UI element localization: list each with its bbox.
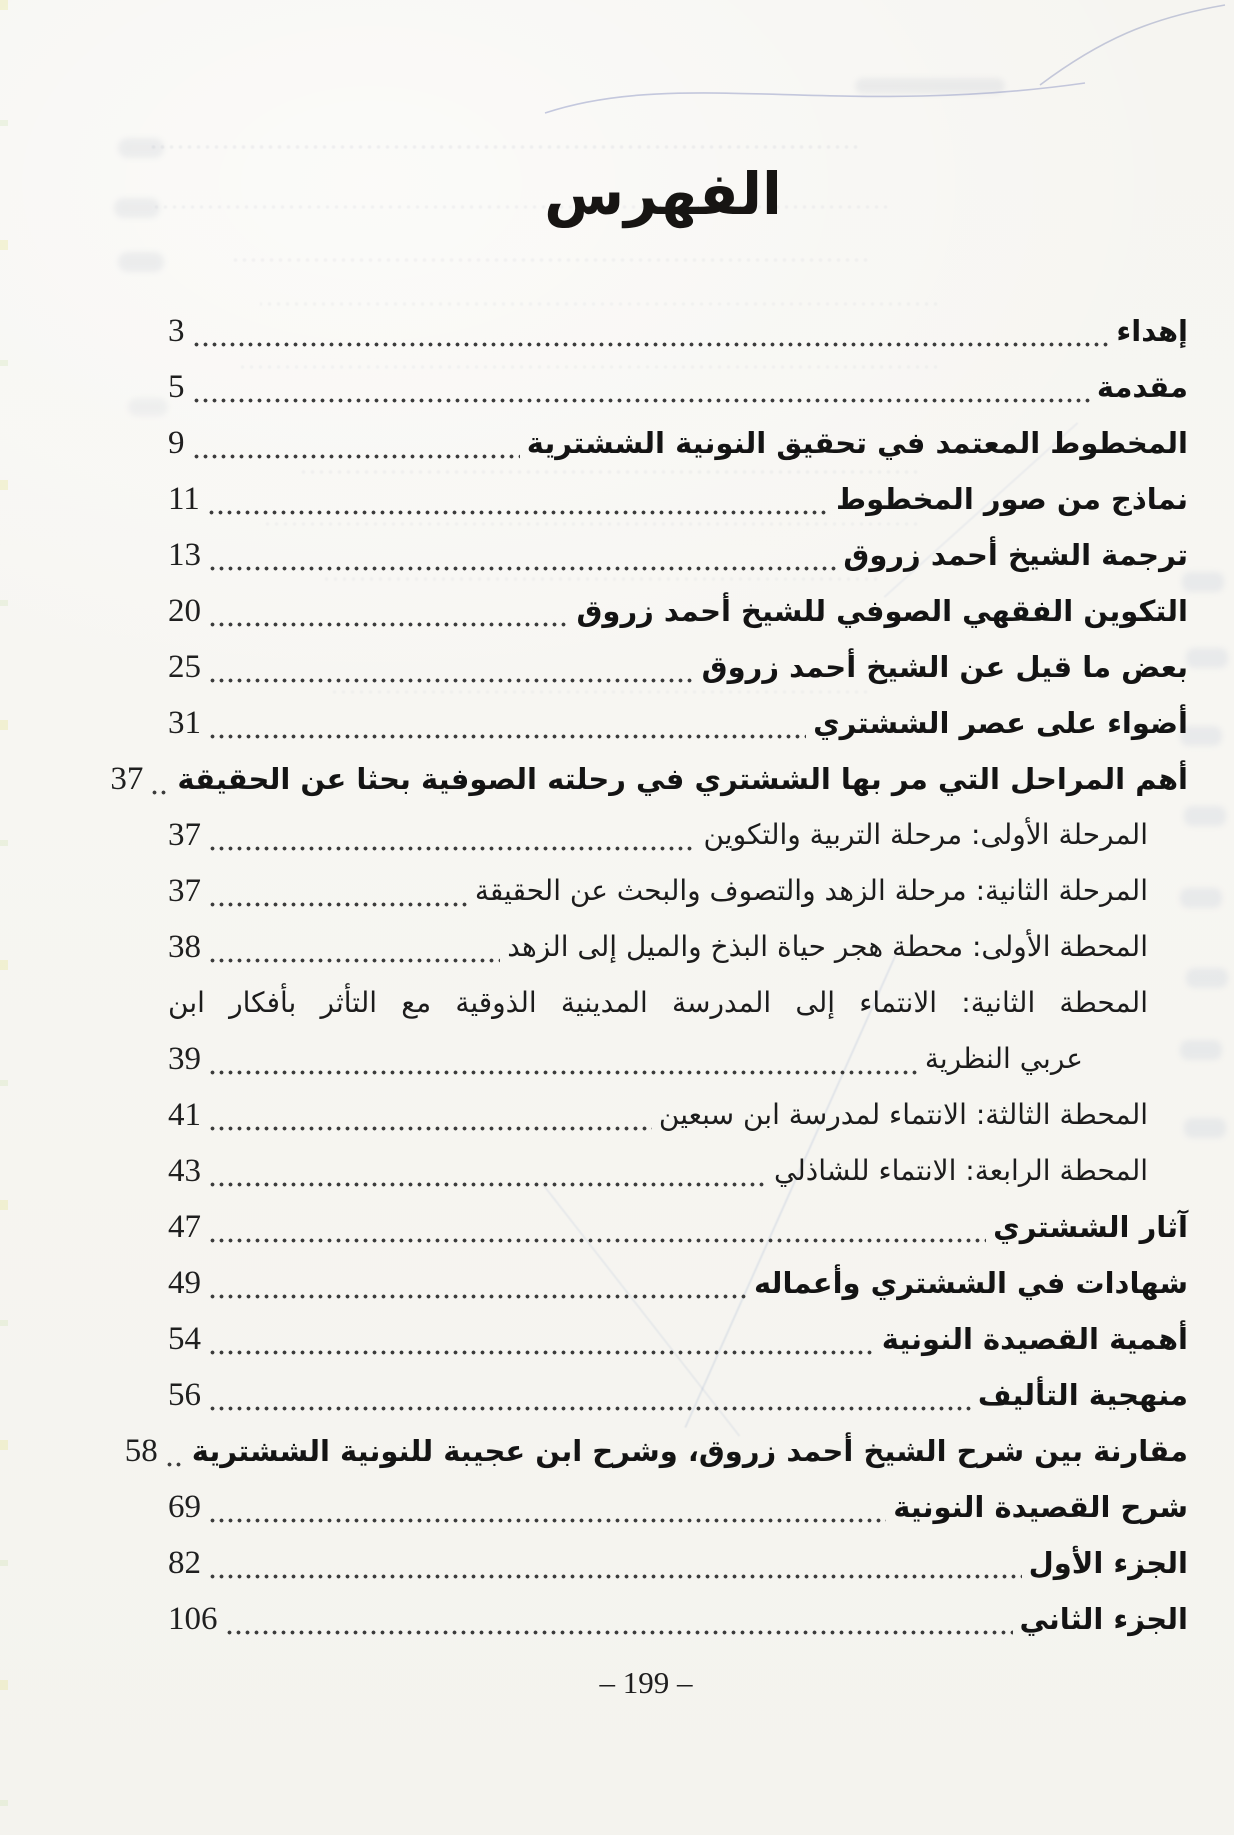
dotted-leader — [208, 1199, 986, 1255]
dotted-leader — [192, 415, 520, 471]
toc-entry — [168, 415, 1188, 471]
toc-entry-page-number: 31 — [168, 705, 201, 741]
toc-entry — [168, 583, 1188, 639]
toc-entry-title: المرحلة الأولى: مرحلة التربية والتكوين — [703, 818, 1148, 851]
toc-entry-page-number: 25 — [168, 649, 201, 685]
toc-entry — [168, 1535, 1188, 1591]
dotted-leader — [208, 639, 695, 695]
dotted-leader — [208, 1087, 652, 1143]
toc-entry-page-number: 39 — [168, 1041, 201, 1077]
bleedthrough-artifact — [118, 138, 164, 158]
toc-entry-page-number: 37 — [168, 873, 201, 909]
toc-entry-title: منهجية التأليف — [977, 1378, 1188, 1412]
toc-entry — [168, 639, 1188, 695]
toc-entry-title: التكوين الفقهي الصوفي للشيخ أحمد زروق — [576, 594, 1188, 628]
toc-entry-title: الجزء الثاني — [1019, 1602, 1188, 1636]
toc-entry-page-number: 37 — [168, 817, 201, 853]
toc-list — [110, 303, 1188, 1647]
bleedthrough-artifact — [1182, 572, 1224, 592]
toc-entry-title: إهداء — [1116, 314, 1188, 348]
toc-entry-title: مقارنة بين شرح الشيخ أحمد زروق، وشرح ابن عجيبة للنونية الششترية — [191, 1434, 1188, 1468]
toc-entry-page-number: 56 — [168, 1377, 201, 1413]
toc-entry — [168, 1591, 1188, 1647]
toc-entry — [110, 751, 1188, 807]
toc-entry-title: شهادات في الششتري وأعماله — [753, 1266, 1188, 1300]
dotted-leader — [207, 471, 829, 527]
toc-entry — [168, 863, 1188, 919]
toc-entry-title: المحطة الأولى: محطة هجر حياة البذخ والميل إلى الزهد — [507, 930, 1148, 963]
bleedthrough-artifact — [118, 252, 164, 272]
toc-entry-title: المخطوط المعتمد في تحقيق النونية الششترية — [526, 426, 1188, 460]
bleedthrough-artifact — [128, 398, 168, 416]
page-title: الفهرس — [544, 160, 782, 228]
dotted-leader — [208, 583, 569, 639]
toc-entry — [168, 919, 1188, 975]
dotted-leader — [192, 359, 1090, 415]
toc-entry — [168, 1199, 1188, 1255]
toc-entry — [168, 303, 1188, 359]
scan-edge-artifact — [0, 0, 8, 1835]
toc-entry — [168, 695, 1188, 751]
toc-entry — [168, 1143, 1188, 1199]
toc-entry-title: الجزء الأول — [1028, 1546, 1188, 1580]
pen-mark-artifact — [1030, 0, 1230, 90]
toc-entry — [168, 807, 1188, 863]
toc-entry-page-number: 37 — [110, 761, 144, 797]
toc-entry-page-number: 58 — [124, 1433, 158, 1469]
toc-entry — [168, 1087, 1188, 1143]
toc-entry — [168, 527, 1188, 583]
dotted-leader — [225, 1591, 1013, 1647]
dotted-leader — [165, 1423, 185, 1479]
toc-entry-title-line1: المحطة الثانية: الانتماء إلى المدرسة المدينية الذوقية مع التأثر بأفكار ابن — [168, 986, 1148, 1019]
dotted-leader — [208, 1535, 1022, 1591]
toc-entry-page-number: 9 — [168, 425, 185, 461]
toc-entry-title: نماذج من صور المخطوط — [836, 482, 1188, 516]
toc-entry-page-number: 49 — [168, 1265, 201, 1301]
bleedthrough-artifact — [1184, 806, 1226, 826]
toc-entry-title: المرحلة الثانية: مرحلة الزهد والتصوف والبحث عن الحقيقة — [474, 874, 1148, 907]
dotted-leader — [208, 1255, 747, 1311]
toc-entry — [168, 975, 1188, 1087]
dotted-leader — [208, 527, 836, 583]
toc-entry-page-number: 20 — [168, 593, 201, 629]
toc-entry-page-number: 38 — [168, 929, 201, 965]
toc-entry-page-number: 43 — [168, 1153, 201, 1189]
toc-entry-page-number: 47 — [168, 1209, 201, 1245]
dotted-leader — [208, 1143, 767, 1199]
dotted-leader — [208, 863, 468, 919]
toc-entry-page-number: 41 — [168, 1097, 201, 1133]
toc-entry — [168, 1311, 1188, 1367]
toc-entry-page-number: 106 — [168, 1601, 218, 1637]
toc-entry-title: شرح القصيدة النونية — [893, 1490, 1188, 1524]
toc-entry-title: المحطة الرابعة: الانتماء للشاذلي — [773, 1154, 1148, 1187]
toc-entry-title: المحطة الثالثة: الانتماء لمدرسة ابن سبعين — [658, 1098, 1148, 1131]
dotted-leader — [208, 1031, 918, 1087]
toc-entry-title: أضواء على عصر الششتري — [813, 706, 1188, 740]
dotted-leader — [150, 751, 170, 807]
toc-entry — [168, 1255, 1188, 1311]
toc-entry — [168, 1367, 1188, 1423]
toc-entry-page-number: 13 — [168, 537, 201, 573]
footer-page-number: – 199 – — [599, 1665, 693, 1700]
toc-entry — [168, 359, 1188, 415]
dotted-leader — [192, 303, 1110, 359]
bleedthrough-artifact — [1184, 1118, 1226, 1138]
dotted-leader — [208, 1479, 886, 1535]
toc-entry-page-number: 11 — [168, 481, 200, 517]
toc-entry-title: مقدمة — [1096, 370, 1188, 404]
toc-entry-page-number: 5 — [168, 369, 185, 405]
bleedthrough-artifact — [1186, 968, 1228, 988]
toc-entry — [124, 1423, 1188, 1479]
pen-mark-artifact — [540, 58, 1100, 138]
dotted-leader — [208, 1311, 875, 1367]
toc-entry — [168, 1479, 1188, 1535]
bleedthrough-artifact — [230, 256, 870, 264]
toc-entry-page-number: 54 — [168, 1321, 201, 1357]
dotted-leader — [208, 919, 500, 975]
toc-entry-title: أهم المراحل التي مر بها الششتري في رحلته الصوفية بحثا عن الحقيقة — [177, 762, 1188, 796]
toc-entry-title: بعض ما قيل عن الشيخ أحمد زروق — [701, 650, 1188, 684]
toc-entry-title: آثار الششتري — [993, 1210, 1188, 1244]
bleedthrough-artifact — [1186, 648, 1228, 668]
toc-entry-title-line2: عربي النظرية — [924, 1042, 1083, 1075]
toc-entry-page-number: 82 — [168, 1545, 201, 1581]
dotted-leader — [208, 807, 696, 863]
dotted-leader — [208, 1367, 971, 1423]
toc-entry-title: أهمية القصيدة النونية — [881, 1322, 1188, 1356]
toc-entry-page-number: 3 — [168, 313, 185, 349]
toc-entry-title: ترجمة الشيخ أحمد زروق — [843, 538, 1188, 572]
dotted-leader — [208, 695, 806, 751]
toc-entry-page-number: 69 — [168, 1489, 201, 1525]
toc-entry — [168, 471, 1188, 527]
bleedthrough-artifact — [150, 143, 860, 151]
